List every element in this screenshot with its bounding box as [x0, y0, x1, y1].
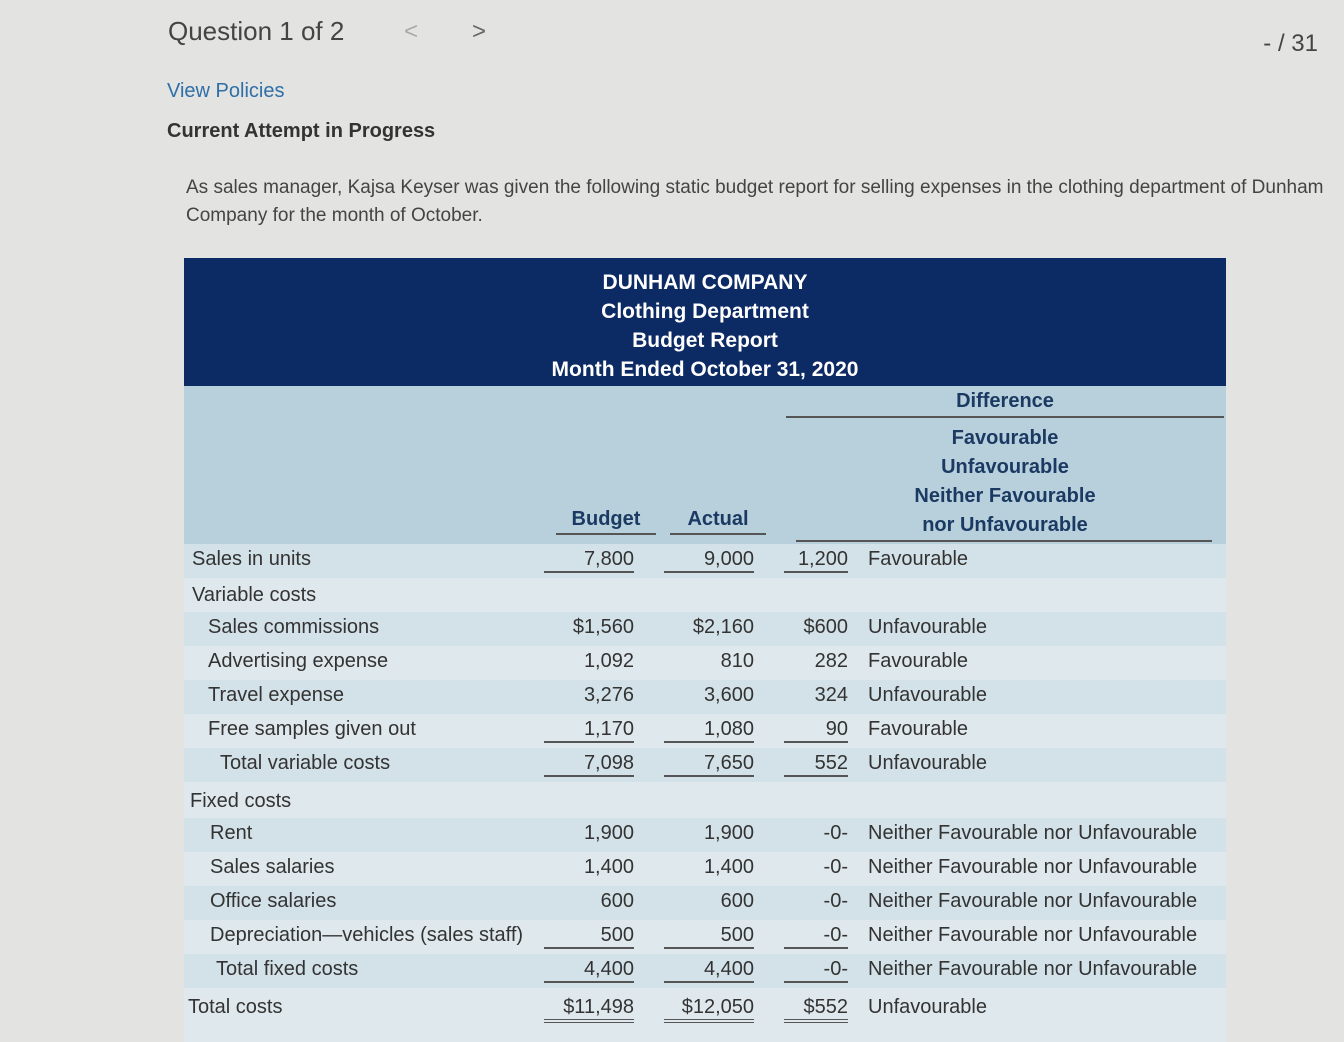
budget-value: 4,400 — [544, 958, 634, 983]
row-label: Travel expense — [208, 684, 344, 706]
row-label: Variable costs — [192, 584, 317, 606]
report-row — [184, 748, 1226, 782]
report-row — [184, 992, 1226, 1026]
actual-value: 810 — [720, 650, 754, 672]
question-text: As sales manager, Kajsa Keyser was given the following static budget report for selling expenses in the clothing department of Dunham Company for the month of October. — [186, 177, 1324, 226]
report-row — [184, 786, 1226, 820]
row-label: Sales in units — [192, 548, 311, 570]
row-label: Advertising expense — [208, 650, 389, 672]
report-period: Month Ended October 31, 2020 — [551, 358, 859, 381]
option-neither-2: nor Unfavourable — [922, 514, 1088, 536]
difference-value: -0- — [823, 890, 848, 912]
difference-value: $600 — [803, 616, 848, 638]
row-label: Sales commissions — [208, 616, 380, 638]
difference-type: Favourable — [868, 718, 969, 740]
actual-value: 3,600 — [703, 684, 754, 706]
actual-value: 500 — [664, 924, 754, 949]
budget-value: 3,276 — [583, 684, 634, 706]
budget-value: 1,400 — [583, 856, 634, 878]
difference-value: 90 — [784, 718, 848, 743]
attempt-status: Current Attempt in Progress — [167, 120, 436, 142]
actual-value: 7,650 — [664, 752, 754, 777]
option-neither-1: Neither Favourable — [914, 485, 1096, 507]
top-bar — [0, 0, 1344, 70]
difference-value: 282 — [814, 650, 848, 672]
actual-value: $12,050 — [664, 996, 754, 1023]
actual-header: Actual — [670, 508, 766, 535]
difference-value: -0- — [823, 856, 848, 878]
report-row — [184, 852, 1226, 886]
report-row — [184, 714, 1226, 748]
difference-value: 324 — [814, 684, 848, 706]
budget-value: 1,092 — [583, 650, 634, 672]
difference-value: -0- — [784, 924, 848, 949]
budget-header: Budget — [556, 508, 656, 535]
actual-value: 9,000 — [664, 548, 754, 573]
difference-type: Neither Favourable nor Unfavourable — [868, 890, 1198, 912]
difference-value: 552 — [784, 752, 848, 777]
budget-value: $11,498 — [544, 996, 634, 1023]
budget-value: 500 — [544, 924, 634, 949]
score-display: - / 31 — [1263, 30, 1318, 57]
difference-type: Unfavourable — [868, 996, 987, 1018]
difference-header: Difference — [956, 390, 1054, 412]
budget-value: 600 — [600, 890, 634, 912]
report-row — [184, 580, 1226, 614]
actual-value: $2,160 — [692, 616, 754, 638]
budget-value: 7,800 — [544, 548, 634, 573]
difference-type: Neither Favourable nor Unfavourable — [868, 924, 1198, 946]
report-company: DUNHAM COMPANY — [602, 271, 808, 294]
report-row — [184, 886, 1226, 920]
difference-type: Unfavourable — [868, 616, 987, 638]
row-label: Depreciation—vehicles (sales staff) — [210, 924, 524, 946]
budget-report — [184, 258, 1226, 1042]
actual-value: 1,400 — [703, 856, 754, 878]
row-label: Office salaries — [210, 890, 337, 912]
previous-question-button[interactable]: < — [404, 18, 419, 45]
row-label: Rent — [210, 822, 253, 844]
report-row — [184, 612, 1226, 646]
difference-underline — [796, 540, 1212, 542]
row-label: Total fixed costs — [216, 958, 359, 980]
row-label: Free samples given out — [208, 718, 416, 740]
difference-type: Neither Favourable nor Unfavourable — [868, 958, 1198, 980]
view-policies-link[interactable]: View Policies — [167, 80, 285, 102]
difference-options — [786, 424, 1224, 540]
difference-type: Favourable — [868, 650, 969, 672]
difference-value: -0- — [784, 958, 848, 983]
difference-rule — [786, 416, 1224, 418]
actual-value: 600 — [720, 890, 754, 912]
question-counter: Question 1 of 2 — [168, 16, 345, 46]
report-header — [184, 258, 1226, 386]
actual-value: 4,400 — [664, 958, 754, 983]
difference-value: $552 — [784, 996, 848, 1023]
report-row — [184, 954, 1226, 988]
difference-type: Neither Favourable nor Unfavourable — [868, 822, 1198, 844]
report-row — [184, 544, 1226, 578]
budget-value: 1,900 — [583, 822, 634, 844]
actual-value: 1,080 — [664, 718, 754, 743]
budget-value: $1,560 — [572, 616, 634, 638]
row-label: Total variable costs — [220, 752, 391, 774]
report-row — [184, 680, 1226, 714]
difference-value: 1,200 — [784, 548, 848, 573]
next-question-button[interactable]: > — [472, 18, 487, 45]
report-row — [184, 818, 1226, 852]
actual-value: 1,900 — [703, 822, 754, 844]
report-row — [184, 920, 1226, 954]
difference-type: Unfavourable — [868, 684, 987, 706]
option-favourable: Favourable — [951, 427, 1059, 449]
difference-type: Unfavourable — [868, 752, 987, 774]
difference-type: Favourable — [868, 548, 969, 570]
row-label: Total costs — [188, 996, 283, 1018]
report-title: Budget Report — [632, 329, 778, 352]
budget-value: 1,170 — [544, 718, 634, 743]
row-label: Fixed costs — [190, 790, 292, 812]
budget-value: 7,098 — [544, 752, 634, 777]
option-unfavourable: Unfavourable — [941, 456, 1069, 478]
row-label: Sales salaries — [210, 856, 335, 878]
report-row — [184, 646, 1226, 680]
difference-value: -0- — [823, 822, 848, 844]
difference-type: Neither Favourable nor Unfavourable — [868, 856, 1198, 878]
report-department: Clothing Department — [601, 300, 809, 323]
